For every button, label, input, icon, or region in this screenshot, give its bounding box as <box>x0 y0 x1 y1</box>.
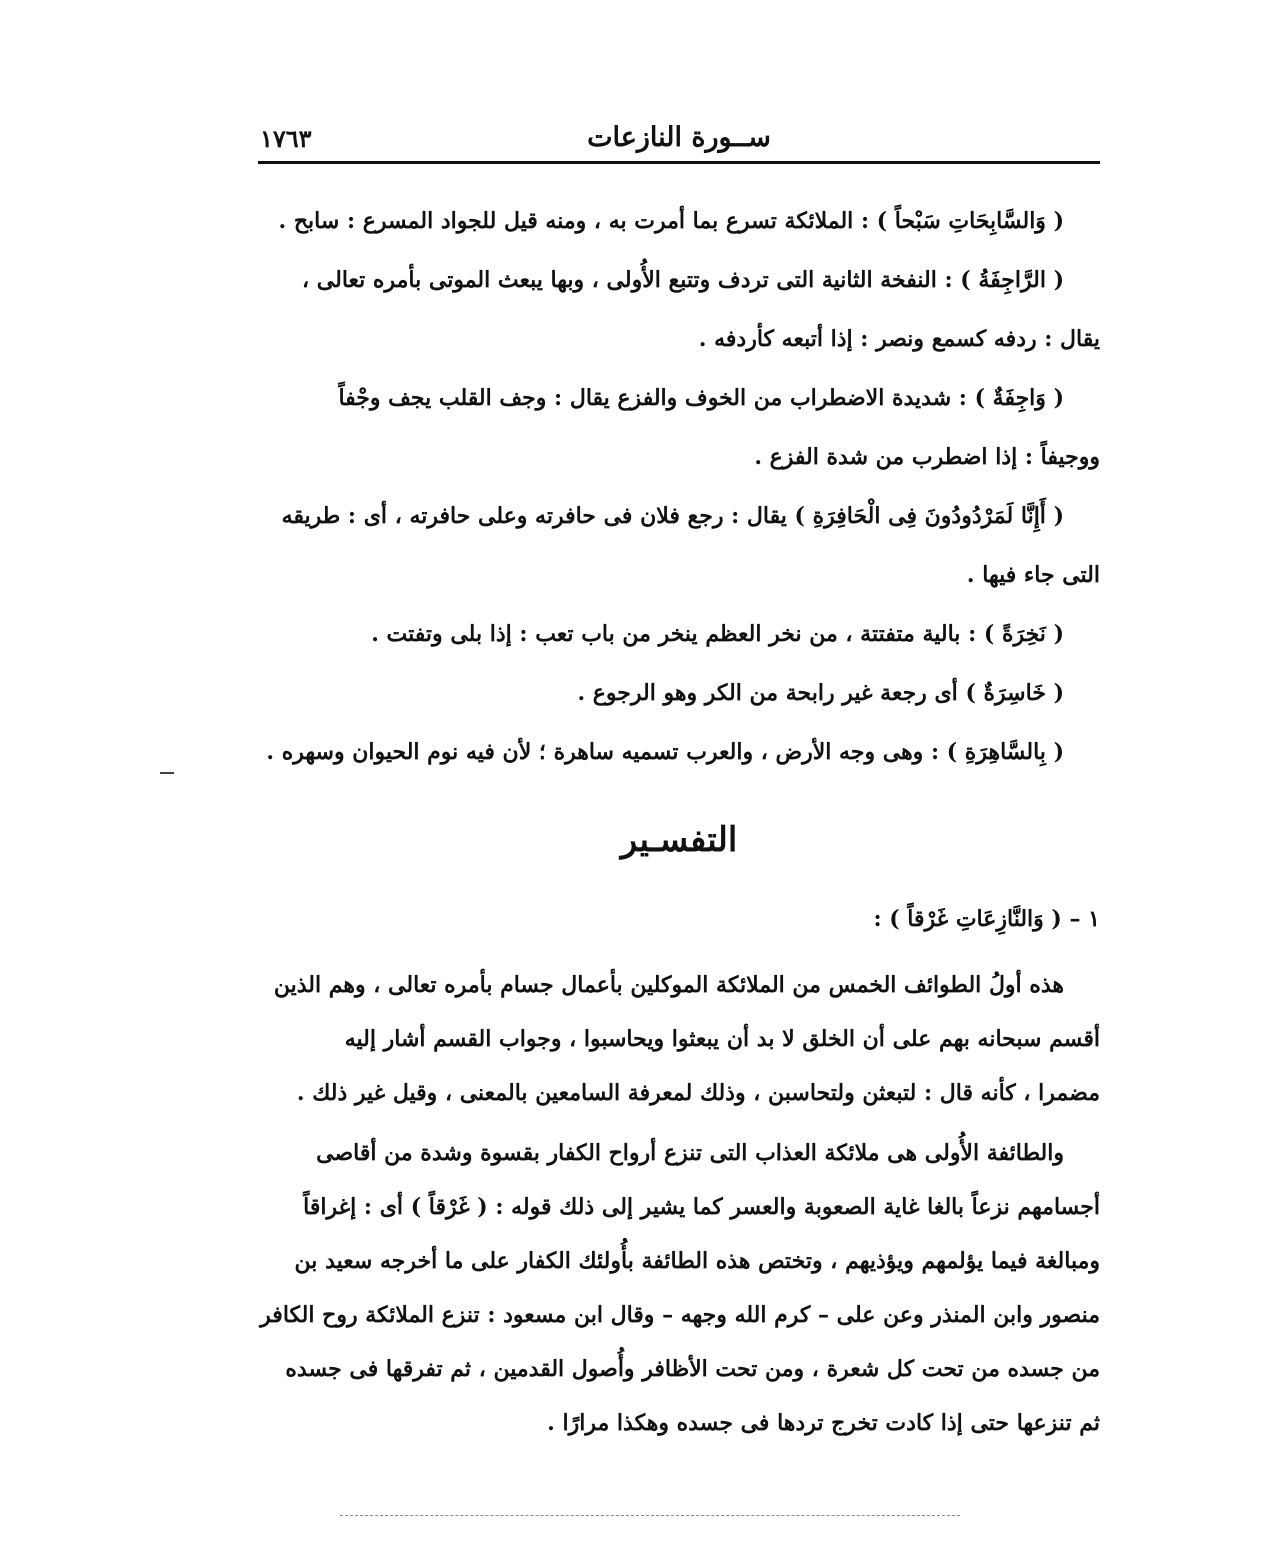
tafsir-line: مضمرا ، كأنه قال : لتبعثن ولتحاسبن ، وذلك لمعرفة السامعين بالمعنى ، وقيل غير ذلك . <box>296 1080 1100 1106</box>
tafsir-paragraph-1 <box>258 958 1100 1120</box>
tafsir-line: ومبالغة فيما يؤلمهم ويؤذيهم ، وتختص هذه الطائفة بأُولئك الكفار على ما أخرجه سعيد بن <box>294 1248 1100 1274</box>
verse-label: ١ – ( وَالنَّازِعَاتِ غَرْقاً ) : <box>873 906 1100 932</box>
tafsir-line: هذه أولُ الطوائف الخمس من الملائكة الموكلين بأعمال جسام بأمره تعالى ، وهم الذين <box>273 972 1064 998</box>
footer-rule <box>340 1515 960 1516</box>
running-header <box>258 118 1100 164</box>
gloss-line: ( وَاجِفَةٌ ) : شديدة الاضطراب من الخوف والفزع يقال : وجف القلب يجف وجْفاً <box>338 385 1064 411</box>
gloss-line: التى جاء فيها . <box>966 562 1100 588</box>
tafsir-paragraph-2 <box>258 1126 1100 1450</box>
gloss-line: ( الرَّاجِفَةُ ) : النفخة الثانية التى تردف وتتبع الأُولى ، وبها يبعث الموتى بأمره تعالى ، <box>302 267 1064 293</box>
tafsir-line: منصور وابن المنذر وعن على – كرم الله وجهه – وقال ابن مسعود : تنزع الملائكة روح الكافر <box>260 1302 1100 1328</box>
gloss-line: يقال : ردفه كسمع ونصر : إذا أتبعه كأردفه . <box>698 326 1100 352</box>
margin-mark <box>160 772 174 774</box>
glossary-section <box>258 192 1100 782</box>
gloss-line: ( وَالسَّابِحَاتِ سَبْحاً ) : الملائكة تسرع بما أمرت به ، ومنه قيل للجواد المسرع : سابح . <box>278 208 1064 234</box>
tafsir-line: ثم تنزعها حتى إذا كادت تخرج تردها فى جسده وهكذا مرارًا . <box>547 1410 1100 1436</box>
tafsir-line: أقسم سبحانه بهم على أن الخلق لا بد أن يبعثوا ويحاسبوا ، وجواب القسم أشار إليه <box>344 1026 1100 1052</box>
gloss-line: ( خَاسِرَةٌ ) أى رجعة غير رابحة من الكر وهو الرجوع . <box>577 680 1064 706</box>
gloss-line: ( نَخِرَةً ) : بالية متفتتة ، من نخر العظم ينخر من باب تعب : إذا بلى وتفتت . <box>371 621 1064 647</box>
header-rule <box>258 161 1100 164</box>
gloss-line: ( بِالسَّاهِرَةِ ) : وهى وجه الأرض ، والعرب تسميه ساهرة ؛ لأن فيه نوم الحيوان وسهره . <box>266 739 1064 765</box>
gloss-line: ووجيفاً : إذا اضطرب من شدة الفزع . <box>754 444 1100 470</box>
page-number: ١٧٦٣ <box>260 124 312 153</box>
tafsir-line: من جسده من تحت كل شعرة ، ومن تحت الأظافر وأُصول القدمين ، ثم تفرقها فى جسده <box>285 1356 1100 1382</box>
surah-title: ســورة النازعات <box>587 122 771 153</box>
gloss-line: ( أَإِنَّا لَمَرْدُودُونَ فِى الْحَافِرَةِ ) يقال : رجع فلان فى حافرته وعلى حافرته ، أى : طريقه <box>281 503 1064 529</box>
tafsir-line: والطائفة الأُولى هى ملائكة العذاب التى تنزع أرواح الكفار بقسوة وشدة من أقاصى <box>316 1140 1064 1166</box>
section-heading: التفسـير <box>620 820 738 860</box>
tafsir-line: أجسامهم نزعاً بالغا غاية الصعوبة والعسر كما يشير إلى ذلك قوله : ( غَرْقاً ) أى : إغراقاً <box>303 1194 1100 1220</box>
